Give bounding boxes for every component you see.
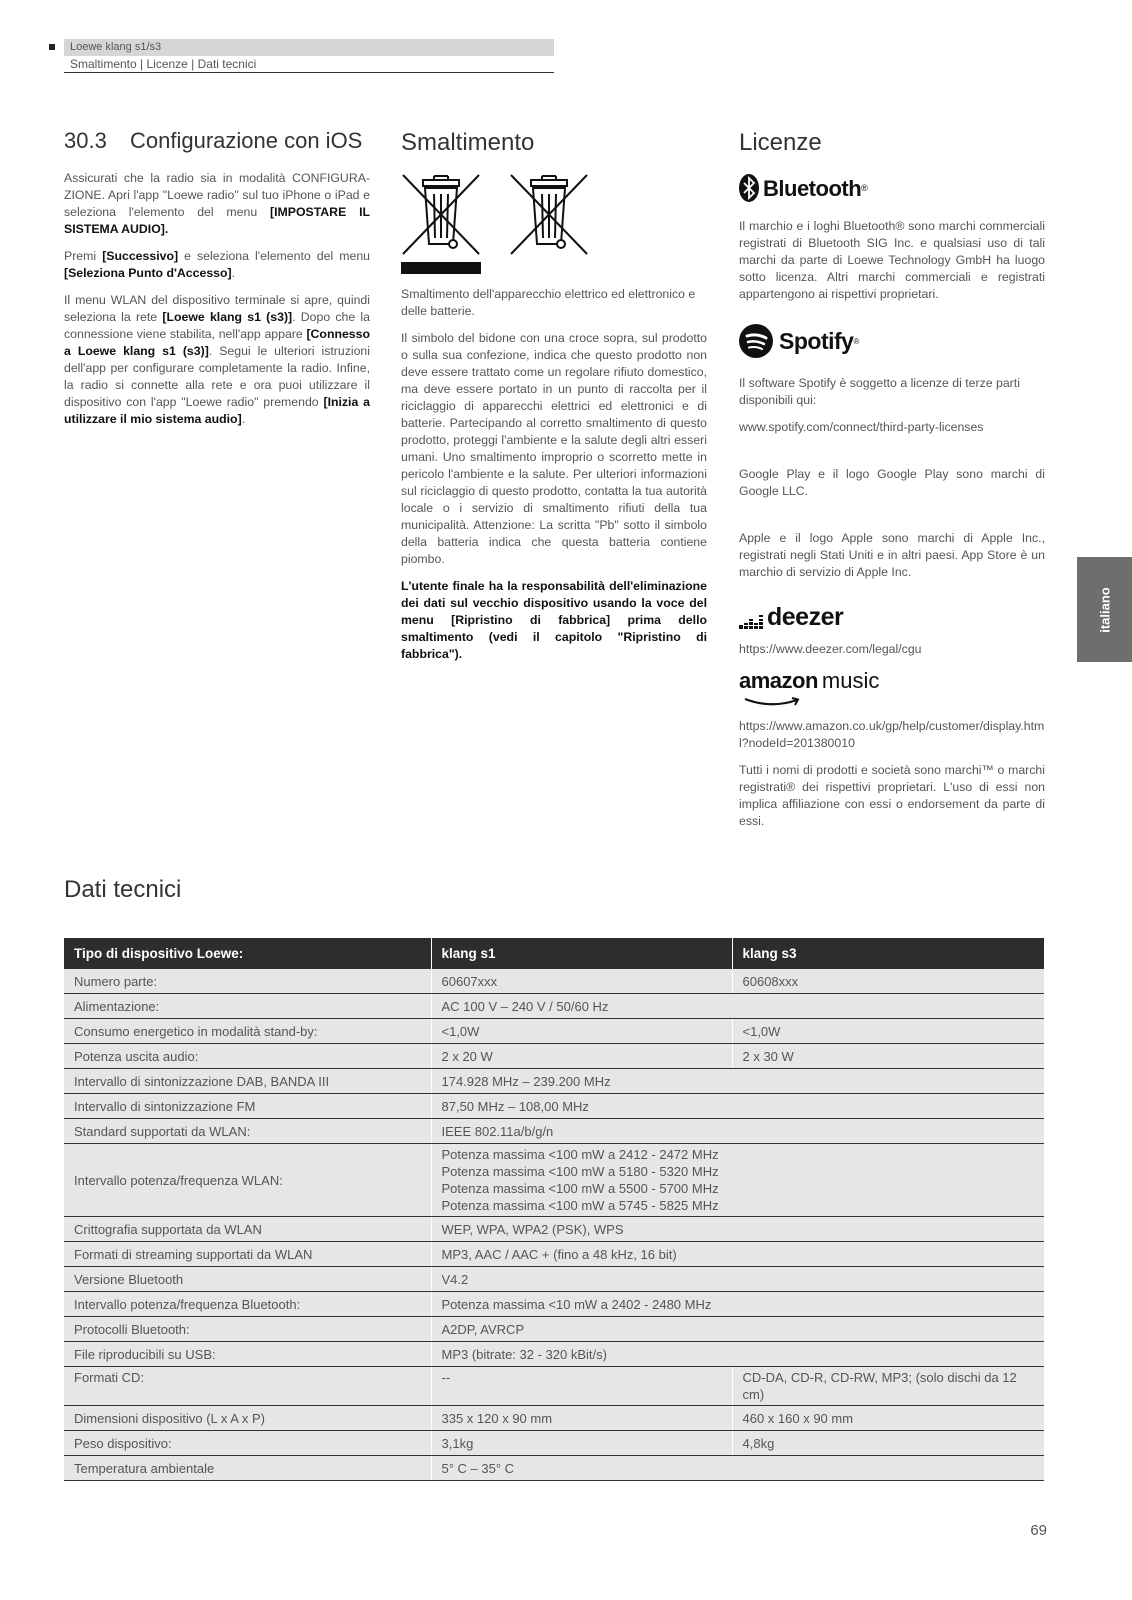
table-row: Formati di streaming supportati da WLAN MP3, AAC / AAC + (fino a 48 kHz, 16 bit) [64,1242,1044,1267]
spotify-text: Il software Spotify è soggetto a licenze di terze parti disponibili qui: [739,376,1020,407]
deezer-url[interactable]: https://www.deezer.com/legal/cgu [739,642,922,656]
specs-header-s1: klang s1 [431,938,732,969]
header-product: Loewe klang s1/s3 [64,39,554,56]
bluetooth-icon [739,174,759,202]
disposal-paragraph-3: L'utente finale ha la responsabilità dell'eliminazione dei dati sul vecchio dispositivo usando la voce del menu [Ripristino di fabbrica] prima dello smaltimento (vedi il capitolo "Ripristino di fabbrica"). [401,579,707,661]
table-row: Alimentazione: AC 100 V – 240 V / 50/60 Hz [64,994,1044,1019]
table-row: Standard supportati da WLAN: IEEE 802.11a/b/g/n [64,1119,1044,1144]
table-row: Temperatura ambientale 5° C – 35° C [64,1456,1044,1481]
deezer-equalizer-icon [739,613,763,629]
table-row: Intervallo potenza/frequenza WLAN: Potenza massima <100 mW a 2412 - 2472 MHz Potenza massima <100 mW a 5180 - 5320 MHz Potenza massima <100 mW a 5500 - 5700 MHz Potenza massima <100 mW a 5745 - 5825 MHz [64,1144,1044,1217]
spotify-url[interactable]: www.spotify.com/connect/third-party-licenses [739,420,984,434]
table-row: Dimensioni dispositivo (L x A x P) 335 x 120 x 90 mm 460 x 160 x 90 mm [64,1406,1044,1431]
disposal-paragraph-1: Smaltimento dell'apparecchio elettrico ed elettronico e delle batterie. [401,287,696,318]
table-row: Formati CD: -- CD-DA, CD-R, CD-RW, MP3; (solo dischi da 12 cm) [64,1367,1044,1406]
google-text: Google Play e il logo Google Play sono marchi di Google LLC. [739,467,1045,498]
spotify-icon [739,324,773,358]
specs-header-type: Tipo di dispositivo Loewe: [64,938,431,969]
header-bullet [49,44,55,50]
specs-title: Dati tecnici [64,876,182,903]
config-heading [64,128,370,154]
language-tab-label: italiano [1097,586,1112,633]
table-row: Versione Bluetooth V4.2 [64,1267,1044,1292]
licenses-title: Licenze [739,129,822,156]
specs-header-s3: klang s3 [732,938,1044,969]
weee-symbols [401,172,707,276]
deezer-logo: deezer [739,601,1045,629]
header-breadcrumb: Smaltimento | Licenze | Dati tecnici [64,57,554,73]
config-number: 30.3 [64,128,107,153]
specs-header-row [64,938,1044,969]
amazon-url[interactable]: https://www.amazon.co.uk/gp/help/customer/display.html?nodeId=201380010 [739,719,1045,750]
amazon-smile-icon [743,697,803,707]
spotify-logo: Spotify ® [739,323,1045,359]
crossed-bin-icon [401,172,591,276]
table-row: Numero parte: 60607xxx 60608xxx [64,969,1044,994]
page-number: 69 [1030,1522,1047,1539]
table-row: Peso dispositivo: 3,1kg 4,8kg [64,1431,1044,1456]
licenses-column [739,128,1045,840]
config-paragraph-3: Il menu WLAN del dispositivo terminale si apre, quindi seleziona la rete [Loewe klang s1 (s3)]. Dopo che la connessione viene stabilita, nell'app appare [Connesso a Loewe klang s1 (s3)]. Segui le ulteriori istruzioni dell'app per configurare completamente la radio. Infine, la radio si connette alla rete e ora puoi utilizzare il dispositivo con l'app "Loewe radio" premendo [Inizia a utilizzare il mio sistema audio]. [64,293,370,426]
table-row: Consumo energetico in modalità stand-by: <1,0W <1,0W [64,1019,1044,1044]
amazon-music-logo: amazon music [739,672,1045,708]
config-paragraph-1: Assicurati che la radio sia in modalità CONFIGURA-ZIONE. Apri l'app "Loewe radio" sul tuo iPhone o iPad e seleziona l'elemento del menu [IMPOSTARE IL SISTEMA AUDIO]. [64,171,370,236]
disposal-paragraph-2: Il simbolo del bidone con una croce sopra, sul prodotto o sulla sua confezione, indica che questo prodotto non deve essere trattato come un regolare rifiuto domestico, ma deve essere portato in un punto di raccolta per il riciclaggio di apparecchi elettrici ed elettronici e di batterie. Partecipando al corretto smaltimento di questo prodotto, proteggi l'ambiente e la salute degli altri esseri umani. Uno smaltimento improprio o scorretto mette in pericolo l'ambiente e la salute. Per ulteriori informazioni sul riciclaggio di questo prodotto, contatta la tua autorità locale o i servizio di smaltimento rifiuti della tua municipalità. Attenzione: La scritta "Pb" sotto il simbolo della batteria indica che questa batteria contiene piombo. [401,331,707,566]
config-paragraph-2: Premi [Successivo] e seleziona l'elemento del menu [Seleziona Punto d'Accesso]. [64,249,371,280]
bluetooth-logo: Bluetooth ® [739,172,1045,204]
table-row: Potenza uscita audio: 2 x 20 W 2 x 30 W [64,1044,1044,1069]
disposal-title: Smaltimento [401,129,535,156]
config-column [64,128,370,438]
config-title: Configurazione con iOS [130,128,363,153]
disposal-column [401,128,707,673]
table-row: File riproducibili su USB: MP3 (bitrate: 32 - 320 kBit/s) [64,1342,1044,1367]
bluetooth-text: Il marchio e i loghi Bluetooth® sono marchi commerciali registrati di Bluetooth SIG Inc. e qualsiasi uso di tali marchi da parte di Loewe Technology GmbH ha luogo sotto licenza. Altri marchi commerciali e registrati appartengono ai rispettivi proprietari. [739,219,1045,301]
trademark-text: Tutti i nomi di prodotti e società sono marchi™ o marchi registrati® dei rispettivi proprietari. L'uso di essi non implica affiliazione con essi o endorsement da parte di essi. [739,763,1045,828]
apple-text: Apple e il logo Apple sono marchi di Apple Inc., registrati negli Stati Uniti e in altri paesi. App Store è un marchio di servizio di Apple Inc. [739,531,1045,579]
table-row: Intervallo potenza/frequenza Bluetooth: Potenza massima <10 mW a 2402 - 2480 MHz [64,1292,1044,1317]
table-row: Intervallo di sintonizzazione DAB, BANDA III 174.928 MHz – 239.200 MHz [64,1069,1044,1094]
table-row: Intervallo di sintonizzazione FM 87,50 MHz – 108,00 MHz [64,1094,1044,1119]
table-row: Crittografia supportata da WLAN WEP, WPA, WPA2 (PSK), WPS [64,1217,1044,1242]
specs-table [64,938,1044,1481]
language-tab[interactable] [1077,557,1132,662]
table-row: Protocolli Bluetooth: A2DP, AVRCP [64,1317,1044,1342]
